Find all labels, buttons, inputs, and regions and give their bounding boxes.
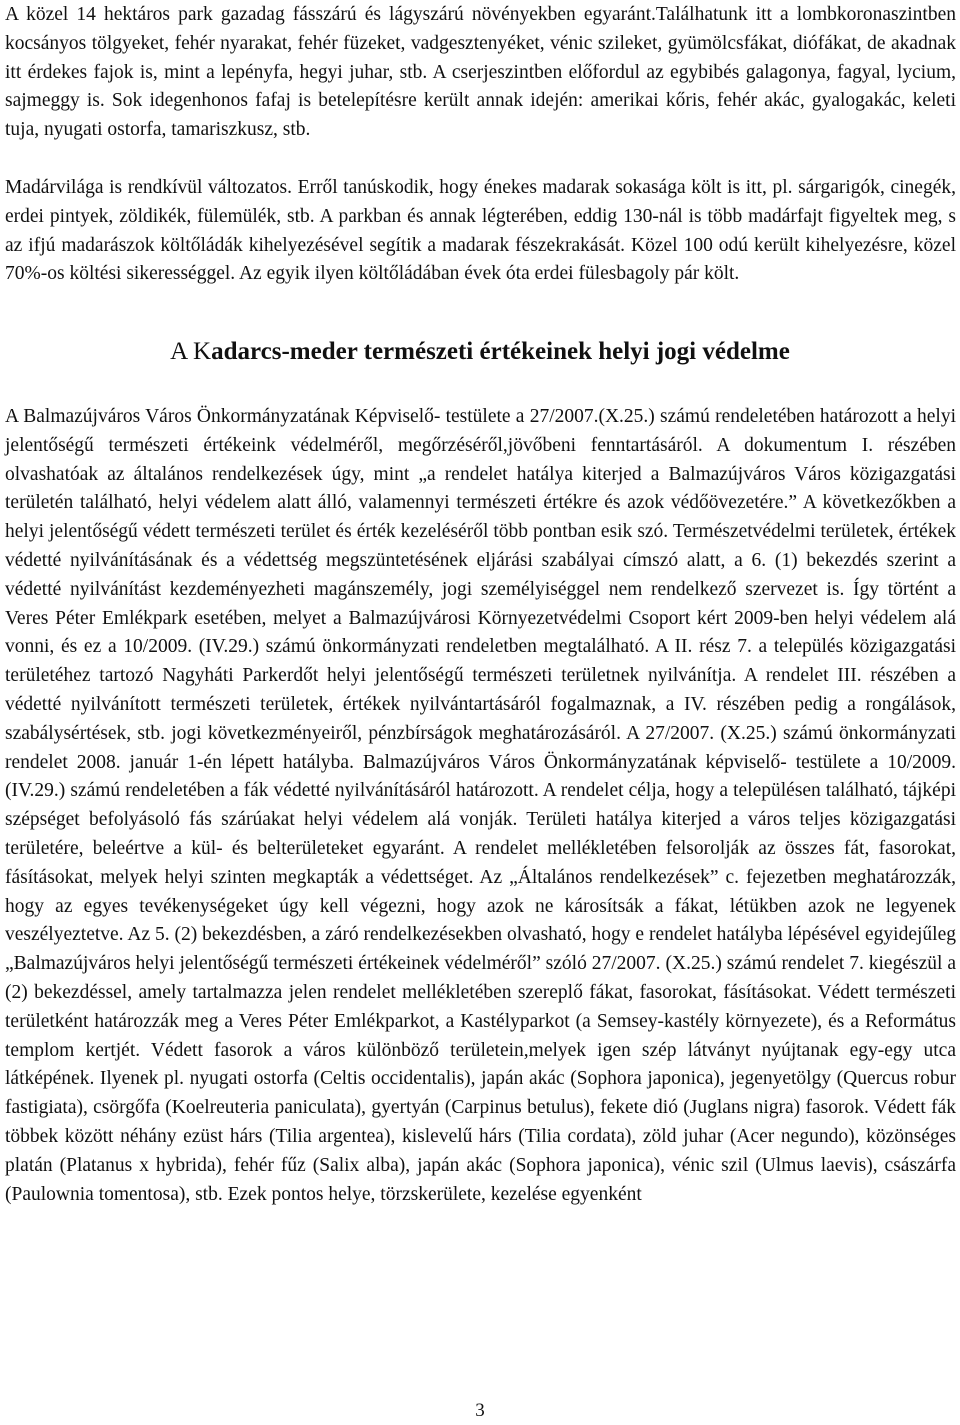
section-heading [0, 336, 960, 368]
section-heading-prefix: A K [170, 338, 212, 365]
paragraph-legal-protection: A Balmazújváros Város Önkormányzatának Képviselő- testülete a 27/2007.(X.25.) számú rendeletében határozott a helyi jelentőségű természeti értékeink védelméről, megőrzéséről,jövőbeni fenntartásáról. A dokumentum I. részében olvashatóak az általános rendelkezések úgy, mint „a rendelet hatálya kiterjed a Balmazújváros Város közigazgatási területén található, helyi védelem alatt álló, valamennyi természeti értékre és azok védőövezetére.” A következőkben a helyi jelentőségű védett természeti terület és érték kezeléséről több pontban esik szó. Természetvédelmi területek, értékek védetté nyilvánításának és a védettség megszüntetésének eljárási szabályai címszó alatt, a 6. (1) bekezdés szerint a védetté nyilvánítást kezdeményezheti magánszemély, jogi személyiséggel nem rendelkező szervezet is. Így történt a Veres Péter Emlékpark esetében, melyet a Balmazújvárosi Környezetvédelmi Csoport kért 2009-ben helyi védelem alá vonni, és ez a 10/2009. (IV.29.) számú önkormányzati rendeletben megtalálható. A II. rész 7. a település közigazgatási területéhez tartozó Nagyháti Parkerdőt helyi jelentőségű természeti területnek nyilvánítja. A rendelet III. részében a védetté nyilvánított természeti területek, értékek nyilvántartásáról fogalmaznak, a IV. részében pedig a rongálások, szabálysértések, stb. jogi következményeiről, pénzbírságok meghatározásáról. A 27/2007. (X.25.) számú önkormányzati rendelet 2008. január 1-én lépett hatályba. Balmazújváros Város Önkormányzatának képviselő- testülete a 10/2009. (IV.29.) számú rendeletében a fák védetté nyilvánításáról határozott. A rendelet célja, hogy a településen található, tájképi szépséget befolyásoló fás szárúakat helyi védelem alá vonják. Területi hatálya kiterjed a város teljes közigazgatási területére, beleértve a kül- és belterületeket egyaránt. A rendelet mellékletében felsorolják az összes fát, fasorokat, fásításokat, melyek helyi szinten megkapták a védettséget. Az „Általános rendelkezések” c. fejezetben meghatározzák, hogy az egyes tevékenységeket úgy kell végezni, hogy azok ne károsítsák a fákat, létükben azok ne legyenek veszélyeztetve. Az 5. (2) bekezdésben, a záró rendelkezésekben olvasható, hogy e rendelet hatályba lépésével egyidejűleg „Balmazújváros helyi jelentőségű természeti értékeinek védelméről” szóló 27/2007. (X.25.) számú rendelet 7. kiegészül a (2) bekezdéssel, amely tartalmazza jelen rendelet mellékletében szereplő fákat, fasorokat, fásításokat. Védett természeti területként határozzák meg a Veres Péter Emlékparkot, a Kastélyparkot (a Semsey-kastély környezete), és a Református templom kertjét. Védett fasorok a város különböző területein,melyek igen szép látványt nyújtanak egy-egy utca látképének. Ilyenek pl. nyugati ostorfa (Celtis occidentalis), japán akác (Sophora japonica), jegenyetölgy (Quercus robur fastigiata), csörgőfa (Koelreuteria paniculata), gyertyán (Carpinus betulus), fekete dió (Juglans nigra) fasorok. Védett fák többek között néhány ezüst hárs (Tilia argentea), kislevelű hárs (Tilia cordata), zöld juhar (Acer negundo), közönséges platán (Platanus x hybrida), fehér fűz (Salix alba), japán akác (Sophora japonica), vénic szil (Ulmus laevis), császárfa (Paulownia tomentosa), stb. Ezek pontos helye, törzskerülete, kezelése egyenként [5, 406, 956, 1205]
paragraph-park-flora: A közel 14 hektáros park gazadag fásszárú és lágyszárú növényekben egyaránt.Találhatunk itt a lombkoronaszintben kocsányos tölgyeket, fehér nyarakat, fehér füzeket, vadgesztenyéket, vénic szileket, gyümölcsfákat, diófákat, de akadnak itt érdekes fajok is, mint a lepényfa, hegyi juhar, stb. A cserjeszintben előfordul az egybibés galagonya, fagyal, lycium, sajmeggy is. Sok idegenhonos fafaj is betelepítésre került annak idején: amerikai kőris, fehér akác, gyalogakác, keleti tuja, nyugati ostorfa, tamariszkusz, stb. [5, 4, 956, 141]
paragraph-birdlife: Madárvilága is rendkívül változatos. Erről tanúskodik, hogy énekes madarak sokasága költ is itt, pl. sárgarigók, cinegék, erdei pintyek, zöldikék, fülemülék, stb. A parkban és annak légterében, eddig 130-nál is több madárfajt figyeltek meg, s az ifjú madarászok költőládák kihelyezésével segítik a madarak fészekrakását. Közel 100 odú került kihelyezésre, közel 70%-os költési sikerességgel. Az egyik ilyen költőládában évek óta erdei fülesbagoly pár költ. [5, 177, 956, 285]
section-heading-title: adarcs-meder természeti értékeinek helyi jogi védelme [211, 338, 790, 365]
page-number: 3 [475, 1400, 485, 1421]
